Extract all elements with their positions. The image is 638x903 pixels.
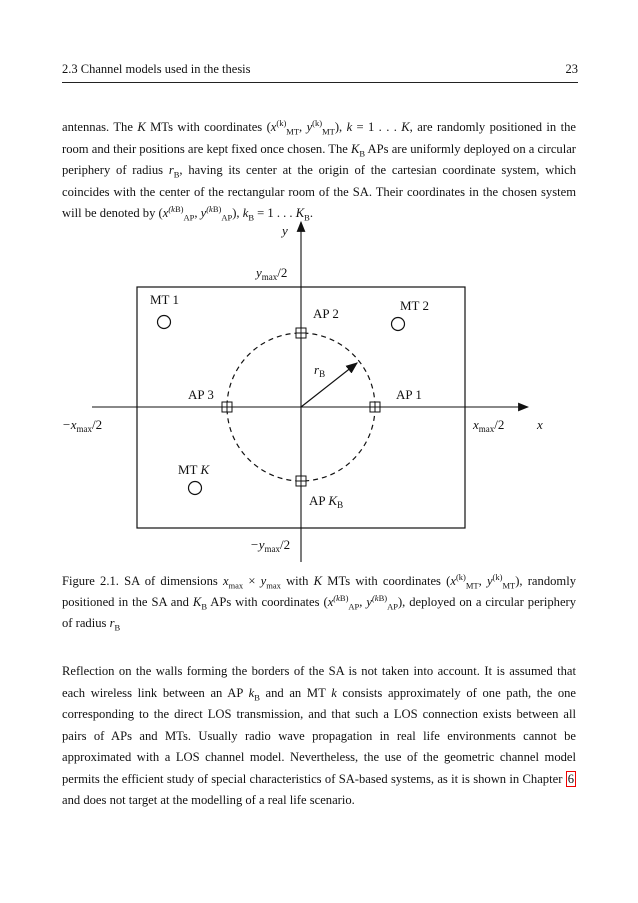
- radius-arrow: [301, 363, 357, 407]
- section-title: 2.3 Channel models used in the thesis: [62, 62, 251, 76]
- chapter-6-link[interactable]: 6: [567, 771, 574, 786]
- mt-2-label: MT 2: [400, 298, 430, 313]
- ap-2-label: AP 2: [313, 306, 339, 321]
- mt-2-marker: [392, 318, 405, 331]
- paragraph-reflection: Reflection on the walls forming the borders of the SA is not taken into account. It is assumed that each wireless link between an AP $k_B$ and an MT k consists approximately of one path, the one corresponding to the direct LOS transmission, and that such a LOS connection exists between all pairs of APs and MTs. Usually radio wave propagation in real life environments cannot be approximated with a LOS channel model. Nevertheless, the use of the geometric channel model permits the efficient study of special characteristics of SA-based systems, as it is shown in Chapter 6 and does not target at the modelling of a real life scenario.: [62, 664, 576, 807]
- paragraph-intro: antennas. The K MTs with coordinates ($x^{(k)}_{MT}$, $y^{(k)}_{MT}$), k = 1 . . . K, are randomly positioned in the room and their positions are kept fixed once chosen. The $K_B$ APs are uniformly deployed on a circular periphery of radius $r_B$, having its center at the origin of the cartesian coordinate system, which coincides with the center of the rectangular room of the SA. Their coordinates in the chosen system will be denoted by ($x^{(kB)}_{AP}$, $y^{(kB)}_{AP}$), $k_B = 1$ . . . $K_B$.: [62, 117, 576, 223]
- mt-k-marker: [189, 482, 202, 495]
- mt-1-label: MT 1: [150, 292, 180, 307]
- ymax-bottom-label: $-y_{max}/2$: [250, 537, 291, 554]
- figure-caption: Figure 2.1. SA of dimensions $x_{max} \times y_{max}$ with K MTs with coordinates ($x^{(k)}_{MT}$, $y^{(k)}_{MT}$), randomly positioned in the SA and $K_B$ APs with coordinates ($x^{(kB)}_{AP}$, $y^{(kB)}_{AP}$), deployed on a circular periphery of radius $r_B$: [62, 571, 577, 633]
- ymax-top-label: $y_{max}/2$: [256, 265, 288, 282]
- mt-1-marker: [158, 316, 171, 329]
- ap-3-label: AP 3: [188, 387, 214, 402]
- y-axis-label: y: [282, 223, 288, 238]
- ap-kb-marker: [296, 476, 306, 486]
- ap-1-marker: [370, 402, 380, 412]
- mt-k-label: MT K: [178, 462, 210, 477]
- xmax-right-label: $x_{max}/2$: [473, 417, 505, 434]
- ap-2-marker: [296, 328, 306, 338]
- x-axis-label: x: [537, 417, 543, 432]
- ap-1-label: AP 1: [396, 387, 422, 402]
- xmax-left-label: $-x_{max}/2$: [62, 417, 103, 434]
- ap-3-marker: [222, 402, 232, 412]
- page-number: 23: [565, 62, 578, 76]
- radius-label: $r_B$: [314, 362, 326, 379]
- ap-kb-label: AP $K_B$: [309, 493, 344, 510]
